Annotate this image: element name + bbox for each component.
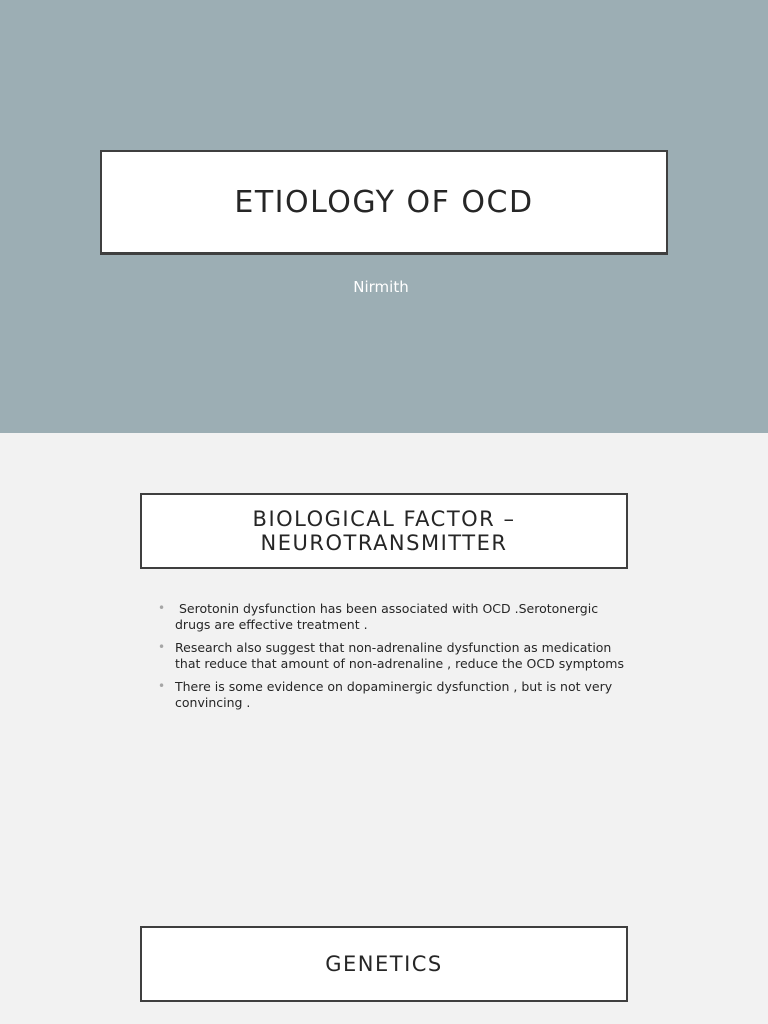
section-title-line-2: NEUROTRANSMITTER [260,531,508,555]
title-slide [0,0,768,433]
slide-title: ETIOLOGY OF OCD [234,184,534,220]
title-box [100,150,668,255]
content-slide [0,433,768,1024]
bullet-text: Research also suggest that non-adrenaline dysfunction as medication that reduce that amount of non-adrenaline , reduce the OCD symptoms [175,640,624,671]
bullet-icon: • [158,679,166,693]
section-title [253,507,516,555]
bullet-item [158,640,628,671]
bullet-item [158,679,628,710]
section-title-box [140,493,628,569]
bullet-icon: • [158,640,166,654]
bullet-list [158,601,628,718]
bullet-item [158,601,628,632]
bullet-icon: • [158,601,166,615]
bullet-text: Serotonin dysfunction has been associated with OCD .Serotonergic drugs are effective treatment . [175,601,603,632]
genetics-title: GENETICS [325,952,443,976]
section-title-line-1: BIOLOGICAL FACTOR – [252,507,516,531]
genetics-title-box [140,926,628,1002]
bullet-text: There is some evidence on dopaminergic dysfunction , but is not very convincing . [175,679,613,710]
slide-subtitle: Nirmith [353,278,409,296]
